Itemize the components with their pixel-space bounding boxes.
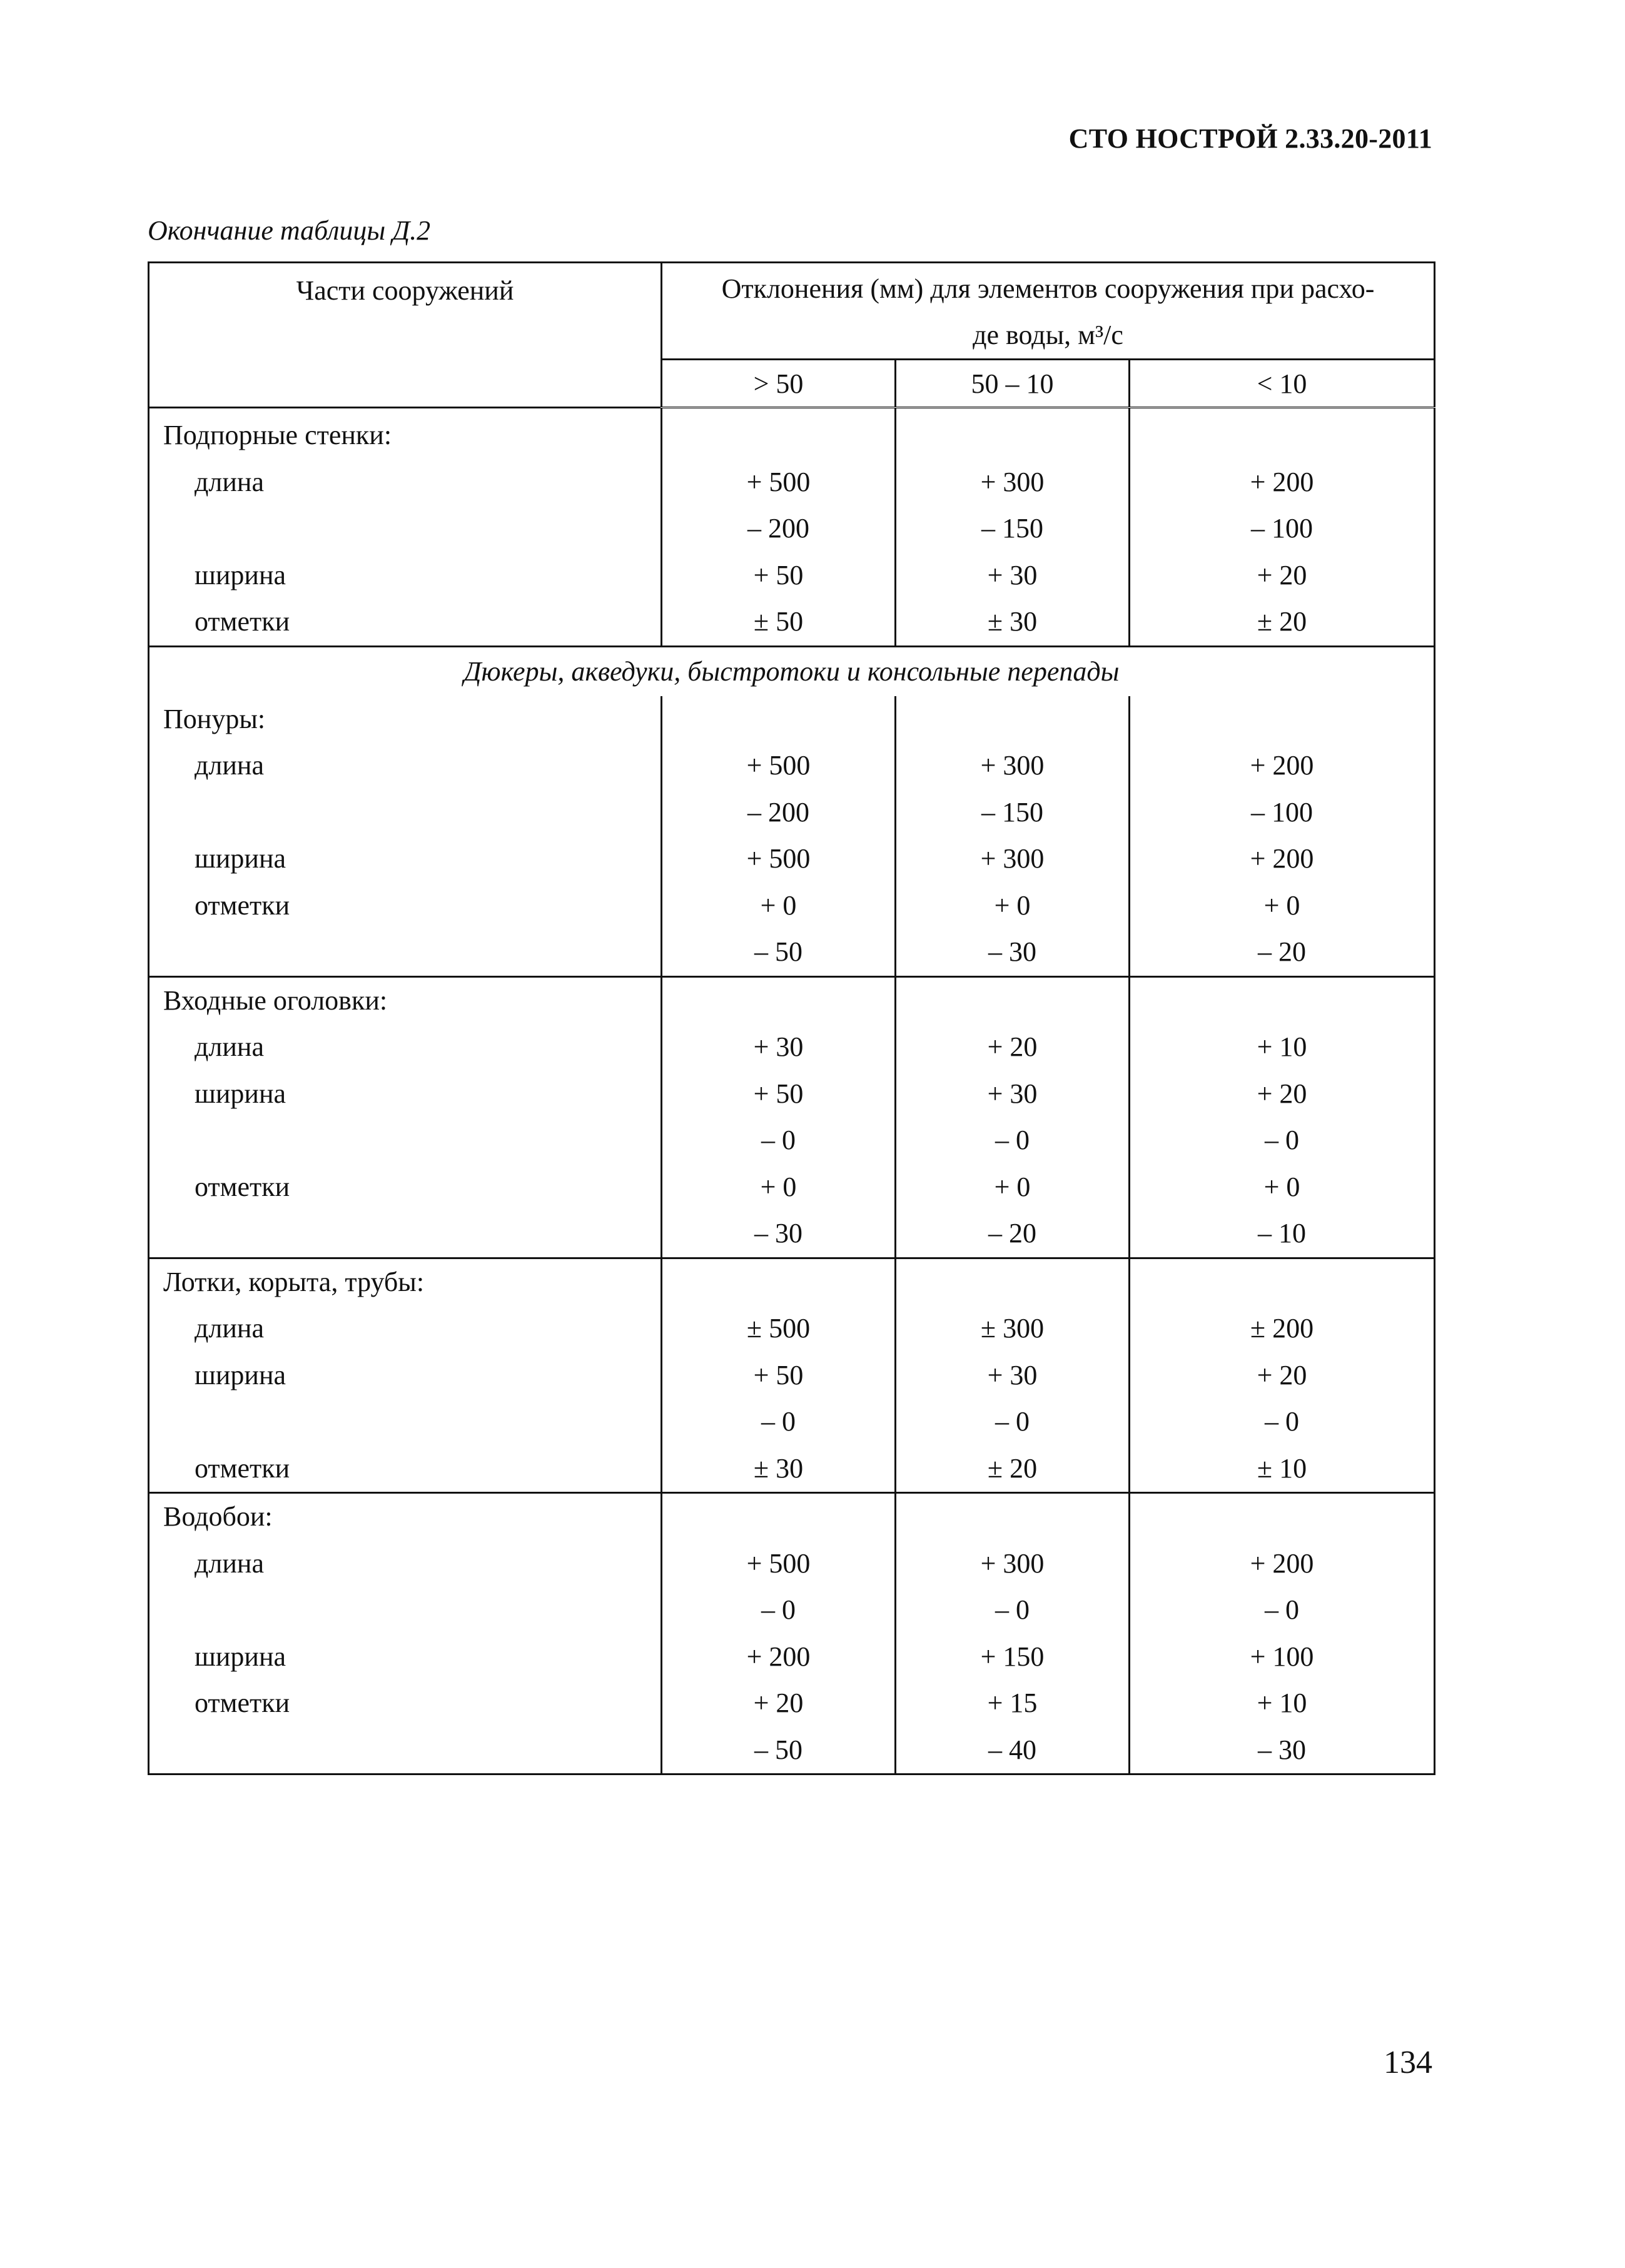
page-number: 134 [1384,2045,1432,2080]
value: + 50 [753,1078,804,1109]
group-title: Водобои: [163,1501,273,1532]
value: + 20 [1257,559,1307,590]
value-cell-1 [662,1164,896,1211]
header-deviations [662,263,1435,360]
value-cell-1 [662,1305,896,1352]
value: – 100 [1251,796,1313,828]
group-title-row [149,976,1435,1024]
value-cell-2 [896,1587,1130,1634]
value: + 200 [1250,466,1314,497]
value: – 0 [995,1406,1030,1437]
value: ± 500 [746,1313,811,1344]
value: + 30 [753,1031,804,1062]
value: + 500 [746,1547,811,1579]
table-row [149,1587,1435,1634]
value-cell-3 [1130,1117,1435,1164]
row-label-cell [149,1541,662,1587]
table-row [149,505,1435,552]
value-cell-1 [662,1587,896,1634]
value: + 300 [980,750,1045,781]
value: + 0 [1263,889,1300,921]
table-row [149,459,1435,506]
row-label-cell [149,929,662,976]
value-cell-1 [662,742,896,789]
group-title-cell [149,1493,662,1541]
empty-cell [896,696,1130,743]
value: – 0 [1265,1125,1299,1155]
value-cell-1 [662,1071,896,1118]
header-deviations-line1: Отклонения (мм) для элементов сооружения при расхо- [721,273,1375,304]
value-cell-1 [662,789,896,836]
value-cell-1 [662,505,896,552]
row-label-cell [149,1210,662,1258]
row-label-cell [149,1587,662,1634]
row-label [149,1399,661,1445]
value: – 0 [1265,1594,1299,1625]
table-row [149,1541,1435,1587]
row-label: отметки [195,606,290,637]
value: + 300 [980,1547,1045,1579]
row-label-cell [149,742,662,789]
value: + 0 [1263,1171,1300,1202]
value: ± 200 [1250,1313,1314,1344]
row-label-cell [149,1164,662,1211]
value: + 30 [987,559,1038,590]
empty-cell [1130,1258,1435,1305]
value: + 10 [1257,1031,1307,1062]
value: + 20 [987,1031,1038,1062]
value-cell-2 [896,552,1130,599]
group-title-cell [149,696,662,743]
value: – 30 [988,936,1036,967]
value: + 300 [980,843,1045,874]
value-cell-2 [896,459,1130,506]
value-cell-3 [1130,1541,1435,1587]
row-label-cell [149,1680,662,1727]
value-cell-3 [1130,552,1435,599]
value: – 50 [754,1734,802,1765]
row-label [149,1587,661,1634]
value-cell-3 [1130,1680,1435,1727]
empty-cell [896,1493,1130,1541]
value: + 30 [987,1359,1038,1390]
value: + 300 [980,466,1045,497]
row-label: отметки [195,889,290,921]
value: + 50 [753,1359,804,1390]
row-label: длина [195,750,264,781]
value: + 500 [746,466,811,497]
row-label-cell [149,505,662,552]
table-row [149,789,1435,836]
value-cell-1 [662,883,896,929]
value: – 0 [761,1406,796,1437]
value: – 100 [1251,513,1313,544]
group-title-row [149,696,1435,743]
table-row [149,1024,1435,1071]
value-cell-3 [1130,1587,1435,1634]
value-cell-3 [1130,1024,1435,1071]
group-title-cell [149,1258,662,1305]
value: ± 30 [753,1452,804,1484]
table-row [149,1305,1435,1352]
row-label: отметки [195,1452,290,1484]
row-label: длина [195,1031,264,1062]
table-row [149,1210,1435,1258]
value-cell-2 [896,1727,1130,1774]
value-cell-3 [1130,929,1435,976]
value: + 0 [994,1171,1031,1202]
table-row [149,552,1435,599]
group-title-row [149,408,1435,459]
row-label [149,1210,661,1257]
value-cell-1 [662,1680,896,1727]
value-cell-1 [662,1117,896,1164]
value-cell-3 [1130,1164,1435,1211]
value-cell-3 [1130,599,1435,646]
row-label-cell [149,1305,662,1352]
table-row [149,1117,1435,1164]
row-label: отметки [195,1688,290,1718]
value: – 30 [754,1218,802,1248]
table-row [149,836,1435,883]
table-row [149,1352,1435,1399]
value-cell-2 [896,1541,1130,1587]
value-cell-1 [662,459,896,506]
value: + 200 [746,1641,811,1672]
row-label: ширина [195,559,286,590]
value-cell-3 [1130,1727,1435,1774]
subheader-col-2: 50 – 10 [896,360,1130,408]
row-label: длина [195,1313,264,1344]
value: + 10 [1257,1688,1307,1718]
value: – 20 [1258,936,1306,967]
value: + 20 [753,1688,804,1718]
value: + 200 [1250,750,1314,781]
value-cell-2 [896,505,1130,552]
table-row [149,1634,1435,1681]
value-cell-1 [662,1210,896,1258]
row-label-cell [149,1071,662,1118]
subheader-col-3: < 10 [1130,360,1435,408]
value-cell-1 [662,1399,896,1445]
value: + 150 [980,1641,1045,1672]
row-label: ширина [195,843,286,874]
value-cell-3 [1130,505,1435,552]
row-label-cell [149,883,662,929]
row-label-cell [149,552,662,599]
value: – 0 [761,1125,796,1155]
value: ± 30 [987,606,1038,637]
section-title: Дюкеры, акведуки, быстротоки и консольные перепады [149,646,1435,696]
value: + 15 [987,1688,1038,1718]
row-label [149,1117,661,1164]
value-cell-2 [896,1117,1130,1164]
deviations-table [148,261,1435,1775]
value: – 30 [1258,1734,1306,1765]
row-label [149,929,661,976]
row-label [149,505,661,552]
value-cell-2 [896,1399,1130,1445]
row-label-cell [149,1445,662,1493]
row-label: длина [195,466,264,497]
value-cell-2 [896,1024,1130,1071]
table-row [149,742,1435,789]
value: – 20 [988,1218,1036,1248]
subheader-col-1: > 50 [662,360,896,408]
value: – 0 [761,1594,796,1625]
empty-cell [662,696,896,743]
row-label-cell [149,1352,662,1399]
value-cell-2 [896,742,1130,789]
table-row [149,1071,1435,1118]
value-cell-1 [662,1727,896,1774]
value: + 50 [753,559,804,590]
value: – 200 [747,796,809,828]
empty-cell [662,408,896,459]
table-row [149,1445,1435,1493]
section-title-row [149,646,1435,696]
value-cell-1 [662,1445,896,1493]
value: ± 50 [753,606,804,637]
row-label-cell [149,789,662,836]
table-caption: Окончание таблицы Д.2 [148,215,431,246]
value: – 150 [981,513,1043,544]
value-cell-3 [1130,1634,1435,1681]
header-parts: Части сооружений [149,263,662,408]
value: – 0 [995,1594,1030,1625]
value-cell-2 [896,1634,1130,1681]
value-cell-3 [1130,836,1435,883]
value-cell-2 [896,836,1130,883]
empty-cell [1130,976,1435,1024]
value: – 200 [747,513,809,544]
group-title-row [149,1258,1435,1305]
value: + 500 [746,843,811,874]
value-cell-2 [896,1352,1130,1399]
group-title: Подпорные стенки: [163,420,392,450]
group-title-cell [149,408,662,459]
value-cell-2 [896,1680,1130,1727]
row-label: ширина [195,1359,286,1390]
value: ± 300 [980,1313,1045,1344]
value-cell-1 [662,1024,896,1071]
value-cell-3 [1130,1445,1435,1493]
row-label [149,789,661,836]
value: + 100 [1250,1641,1314,1672]
value-cell-2 [896,1164,1130,1211]
row-label-cell [149,1117,662,1164]
empty-cell [662,1493,896,1541]
value-cell-3 [1130,883,1435,929]
value: – 50 [754,936,802,967]
empty-cell [662,1258,896,1305]
value-cell-3 [1130,789,1435,836]
value-cell-1 [662,1352,896,1399]
value: + 20 [1257,1359,1307,1390]
row-label: ширина [195,1078,286,1109]
document-code: СТО НОСТРОЙ 2.33.20-2011 [1068,123,1432,154]
value-cell-1 [662,599,896,646]
value: – 150 [981,796,1043,828]
value-cell-1 [662,1541,896,1587]
table-row [149,929,1435,976]
value: + 0 [760,1171,797,1202]
value: ± 10 [1257,1452,1307,1484]
value-cell-3 [1130,1071,1435,1118]
value-cell-2 [896,599,1130,646]
row-label-cell [149,836,662,883]
table-row [149,599,1435,646]
row-label [149,1727,661,1774]
row-label-cell [149,599,662,646]
value: – 40 [988,1734,1036,1765]
value-cell-3 [1130,459,1435,506]
table-row [149,1164,1435,1211]
value-cell-2 [896,1305,1130,1352]
value-cell-3 [1130,1305,1435,1352]
value-cell-2 [896,883,1130,929]
value-cell-3 [1130,1352,1435,1399]
value: – 0 [995,1125,1030,1155]
value-cell-2 [896,789,1130,836]
group-title-row [149,1493,1435,1541]
table-header-row [149,263,1435,360]
value: ± 20 [1257,606,1307,637]
value-cell-2 [896,929,1130,976]
value-cell-2 [896,1071,1130,1118]
group-title: Входные оголовки: [163,985,388,1016]
value-cell-1 [662,836,896,883]
value-cell-1 [662,929,896,976]
value-cell-3 [1130,1399,1435,1445]
row-label-cell [149,1399,662,1445]
value: + 200 [1250,843,1314,874]
table-row [149,1727,1435,1774]
group-title: Лотки, корыта, трубы: [163,1266,425,1297]
value-cell-3 [1130,742,1435,789]
value: + 0 [994,889,1031,921]
value: – 10 [1258,1218,1306,1248]
value-cell-2 [896,1210,1130,1258]
group-title: Понуры: [163,703,266,734]
value: + 0 [760,889,797,921]
row-label: длина [195,1547,264,1579]
group-title-cell [149,976,662,1024]
row-label-cell [149,1024,662,1071]
table-row [149,1680,1435,1727]
table-row [149,1399,1435,1445]
row-label: отметки [195,1171,290,1202]
empty-cell [896,408,1130,459]
value: + 30 [987,1078,1038,1109]
empty-cell [662,976,896,1024]
value-cell-1 [662,1634,896,1681]
table-row [149,883,1435,929]
row-label-cell [149,1634,662,1681]
header-deviations-line2: де воды, м³/с [973,320,1123,350]
value: ± 20 [987,1452,1038,1484]
value: + 20 [1257,1078,1307,1109]
value: + 200 [1250,1547,1314,1579]
value: – 0 [1265,1406,1299,1437]
row-label: ширина [195,1641,286,1672]
value-cell-1 [662,552,896,599]
value: + 500 [746,750,811,781]
empty-cell [1130,1493,1435,1541]
value-cell-3 [1130,1210,1435,1258]
value-cell-2 [896,1445,1130,1493]
row-label-cell [149,459,662,506]
empty-cell [1130,408,1435,459]
empty-cell [896,976,1130,1024]
empty-cell [1130,696,1435,743]
empty-cell [896,1258,1130,1305]
row-label-cell [149,1727,662,1774]
